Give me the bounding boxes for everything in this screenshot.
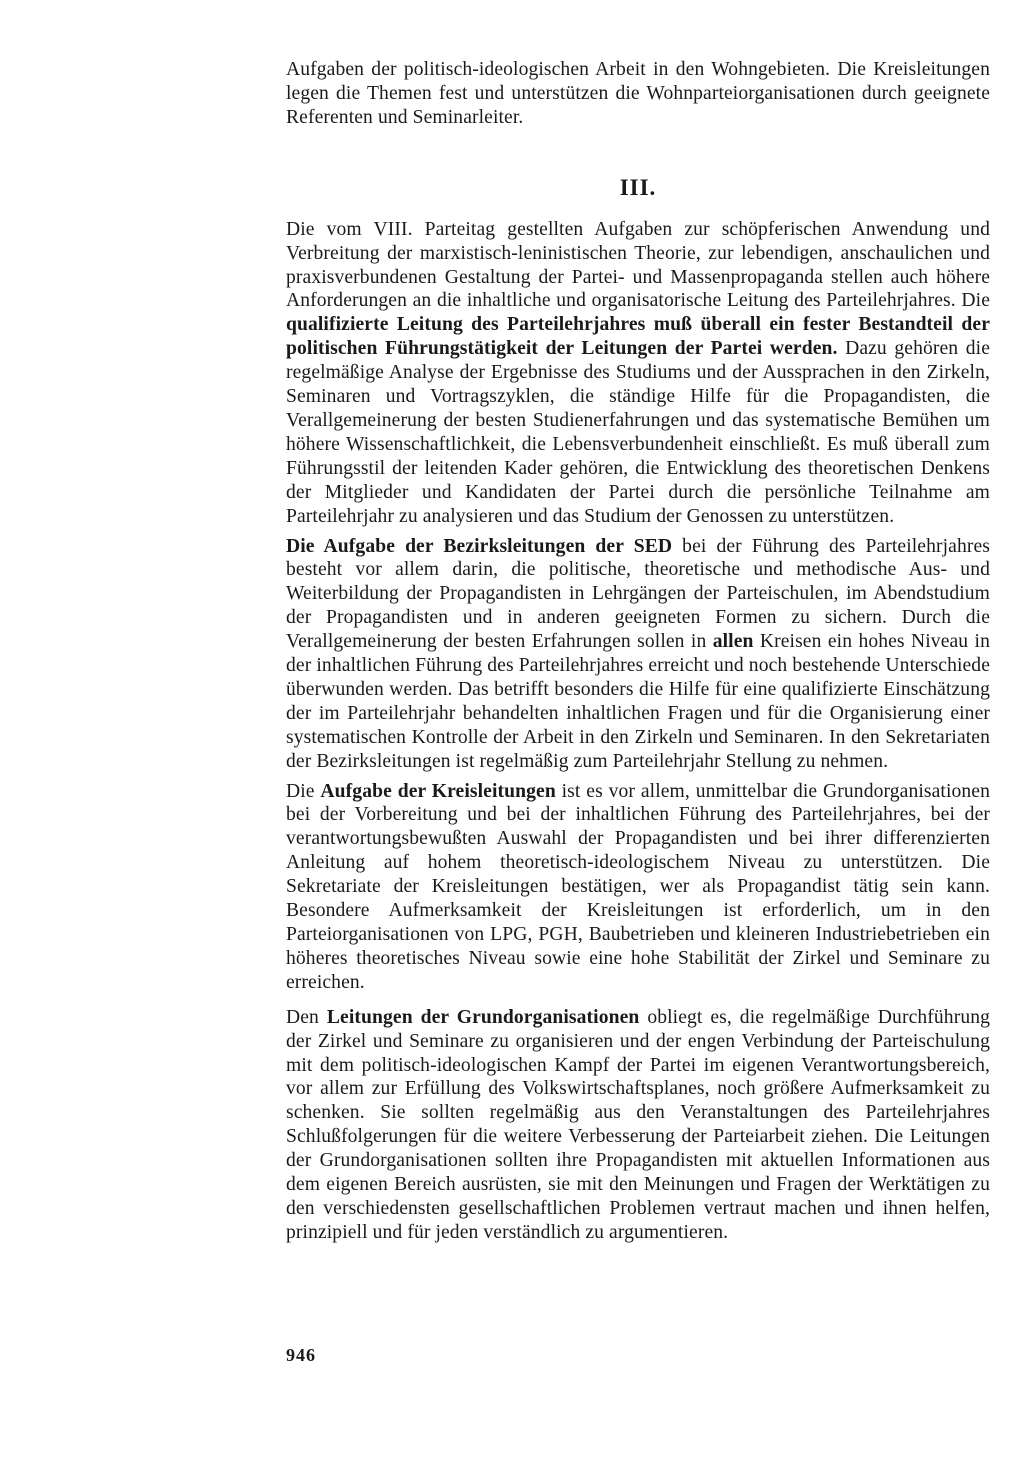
page-body [286,58,990,1251]
paragraph-kreisleitungen: Die Aufgabe der Kreisleitungen ist es vor allem, unmittelbar die Grundorganisationen bei der Vorbereitung und bei der inhaltlichen Führung des Parteilehrjahres, bei der verantwortungsbewußten Auswahl der Propagandisten und bei ihrer differenzierten Anleitung auf hohem theoretisch-ideologischem Niveau zu unterstützen. Die Sekretariate der Kreisleitungen bestätigen, wer als Propagandist tätig sein kann. Besondere Aufmerksamkeit der Kreisleitungen ist erforderlich, um in den Parteiorganisationen von LPG, PGH, Baubetrieben und kleineren Industriebetrieben ein höheres theoretisches Niveau sowie eine hohe Stabilität der Zirkel und Seminare zu erreichen. [286,780,990,993]
intro-paragraph: Aufgaben der politisch-ideologischen Arbeit in den Wohngebieten. Die Kreisleitungen legen die Themen fest und unterstützen die Wohnparteiorganisationen durch geeignete Referenten und Seminarleiter. [286,59,990,128]
emphasis-bezirksleitungen: Die Aufgabe der Bezirksleitungen der SED [286,535,673,557]
emphasis-grundorganisationen: Leitungen der Grundorganisationen [326,1006,640,1028]
section-heading: III. [619,174,657,200]
emphasis-allen: allen [712,631,754,653]
page-number: 946 [286,1345,316,1365]
paragraph-grundorganisationen: Den Leitungen der Grundorganisationen obliegt es, die regelmäßige Durchführung der Zirkel und Seminare zu organisieren und der engen Verbindung der Parteischulung mit dem politisch-ideologischen Kampf der Partei im eigenen Verantwortungsbereich, vor allem zur Erfüllung des Volkswirtschaftsplanes, noch größere Aufmerksamkeit zu schenken. Sie sollten regelmäßig aus den Veranstaltungen des Parteilehrjahres Schlußfolgerungen für die weitere Verbesserung der Parteiarbeit ziehen. Die Leitungen der Grundorganisationen sollten ihre Propagandisten mit aktuellen Informationen aus dem eigenen Bereich ausrüsten, sie mit den Meinungen und Fragen der Werktätigen zu den verschiedensten gesellschaftlichen Problemen vertraut machen und ihnen helfen, prinzipiell und für jeden verständlich zu argumentieren. [286,1006,991,1243]
paragraph-bezirksleitungen: Die Aufgabe der Bezirksleitungen der SED bei der Führung des Parteilehrjahres besteht vor allem darin, die politische, theoretische und methodische Aus- und Weiterbildung der Propagandisten in Lehrgängen der Parteischulen, im Abendstudium der Propagandisten und in anderen geeigneten Formen zu sichern. Durch die Verallgemeinerung der besten Erfahrungen sollen in allen Kreisen ein hohes Niveau in der inhaltlichen Führung des Parteilehrjahres erreicht und noch bestehende Unterschiede überwunden werden. Das betrifft besonders die Hilfe für eine qualifizierte Einschätzung der im Parteilehrjahr behandelten inhaltlichen Fragen und für die Organisierung einer systematischen Kontrolle der Arbeit in den Zirkeln und Seminaren. In den Sekretariaten der Bezirksleitungen ist regelmäßig zum Parteilehrjahr Stellung zu nehmen. [286,535,990,772]
paragraph-parteitag: Die vom VIII. Parteitag gestellten Aufgaben zur schöpferischen Anwendung und Verbreitung der marxistisch-leninistischen Theorie, zur lebendigen, anschaulichen und praxisverbundenen Gestaltung der Partei- und Massenpropaganda stellen auch höhere Anforderungen an die inhaltliche und organisatorische Leitung des Parteilehrjahres. Die qualifizierte Leitung des Parteilehrjahres muß überall ein fester Bestandteil der politischen Führungstätigkeit der Leitungen der Partei werden. Dazu gehören die regelmäßige Analyse der Ergebnisse des Studiums und der Aussprachen in den Zirkeln, Seminaren und Vortragszyklen, die ständige Hilfe für die Propagandisten, die Verallgemeinerung der besten Studienerfahrungen und das systematische Bemühen um höhere Wissenschaftlichkeit, die Lebensverbundenheit einschließt. Es muß überall zum Führungsstil der leitenden Kader gehören, die Entwicklung des theoretischen Denkens der Mitglieder und Kandidaten der Partei durch die persönliche Teilnahme am Parteilehrjahr zu analysieren und das Studium der Genossen zu unterstützen. [286,218,990,527]
emphasis-kreisleitungen: Aufgabe der Kreisleitungen [320,780,556,802]
emphasis-leitung: qualifizierte Leitung des Parteilehrjahres muß überall ein fester Bestandteil der politischen Führungstätigkeit der Leitungen der Partei werden. [286,314,990,360]
